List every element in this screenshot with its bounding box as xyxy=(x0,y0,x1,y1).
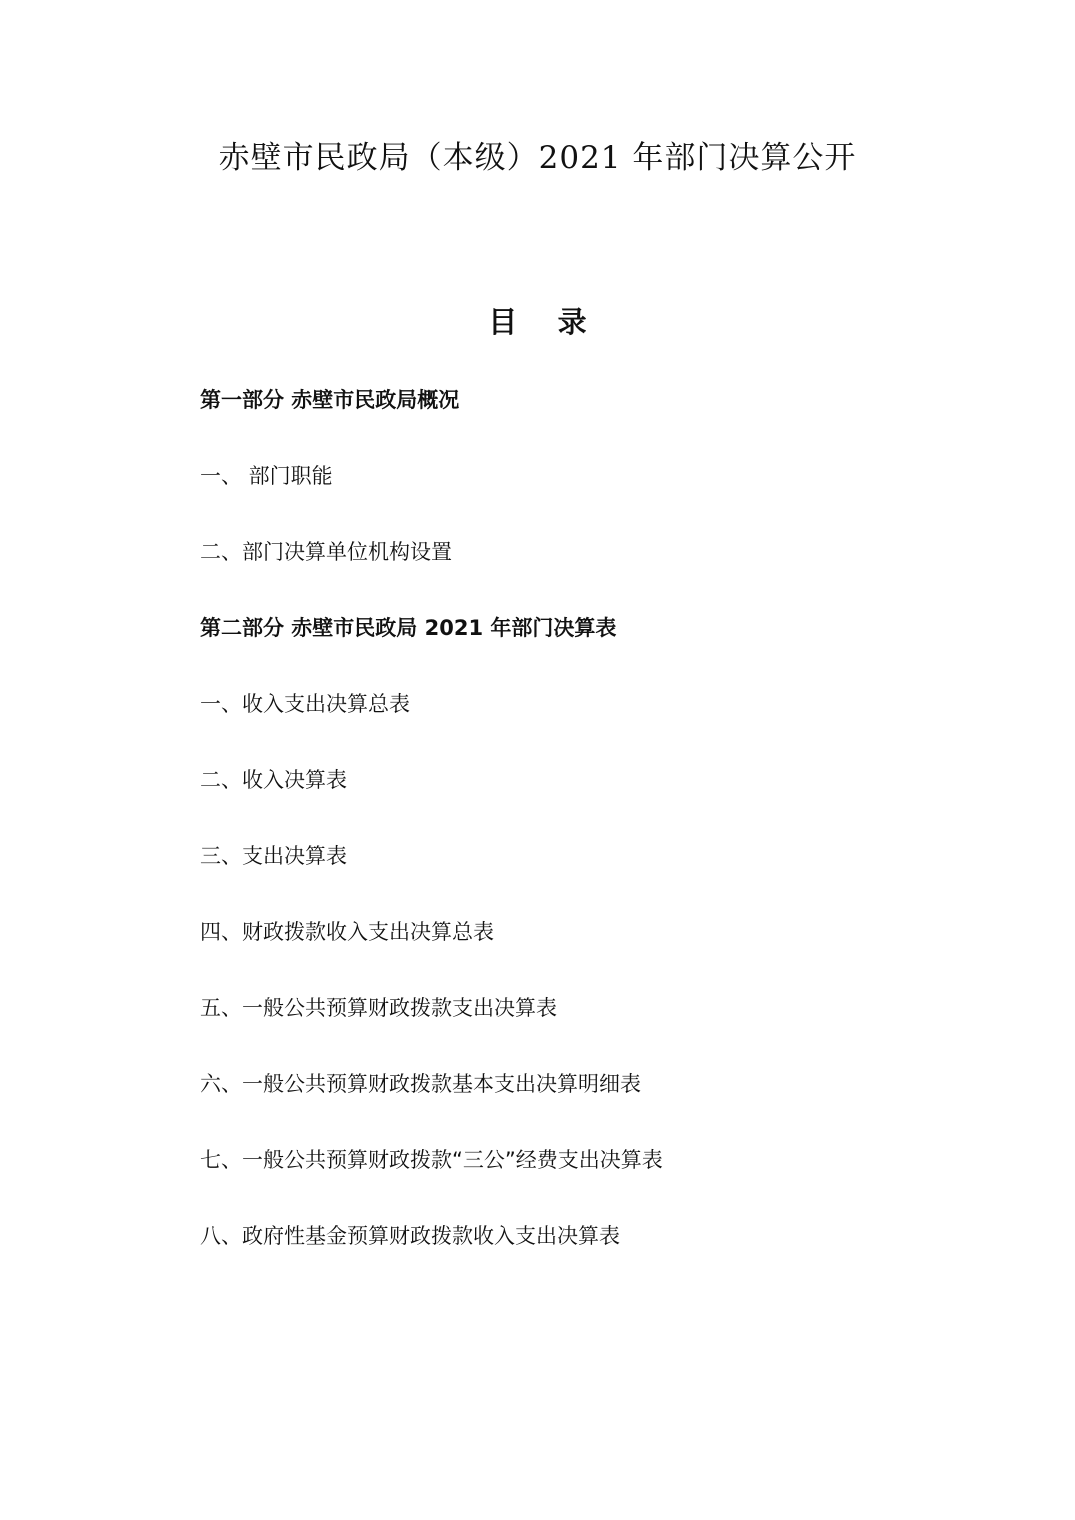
toc-item-income-table: 二、收入决算表 xyxy=(200,768,347,792)
toc-item-general-budget-expenditure: 五、一般公共预算财政拨款支出决算表 xyxy=(200,996,557,1020)
toc-part-1: 第一部分 赤壁市民政局概况 xyxy=(200,388,460,412)
toc-item-organization-setup: 二、部门决算单位机构设置 xyxy=(200,540,452,564)
document-title: 赤壁市民政局（本级）2021 年部门决算公开 xyxy=(218,140,857,176)
table-of-contents xyxy=(200,380,1000,1292)
toc-item-general-budget-basic-detail: 六、一般公共预算财政拨款基本支出决算明细表 xyxy=(200,1072,641,1096)
toc-item-department-functions: 一、 部门职能 xyxy=(200,464,333,488)
toc-item-expenditure-table: 三、支出决算表 xyxy=(200,844,347,868)
toc-item-government-fund-budget: 八、政府性基金预算财政拨款收入支出决算表 xyxy=(200,1224,620,1248)
toc-item-income-expenditure-summary: 一、收入支出决算总表 xyxy=(200,692,410,716)
toc-item-three-public-expenses: 七、一般公共预算财政拨款“三公”经费支出决算表 xyxy=(200,1148,663,1172)
toc-item-fiscal-appropriation-summary: 四、财政拨款收入支出决算总表 xyxy=(200,920,494,944)
toc-part-2: 第二部分 赤壁市民政局 2021 年部门决算表 xyxy=(200,616,617,640)
toc-heading: 目 录 xyxy=(488,305,587,339)
